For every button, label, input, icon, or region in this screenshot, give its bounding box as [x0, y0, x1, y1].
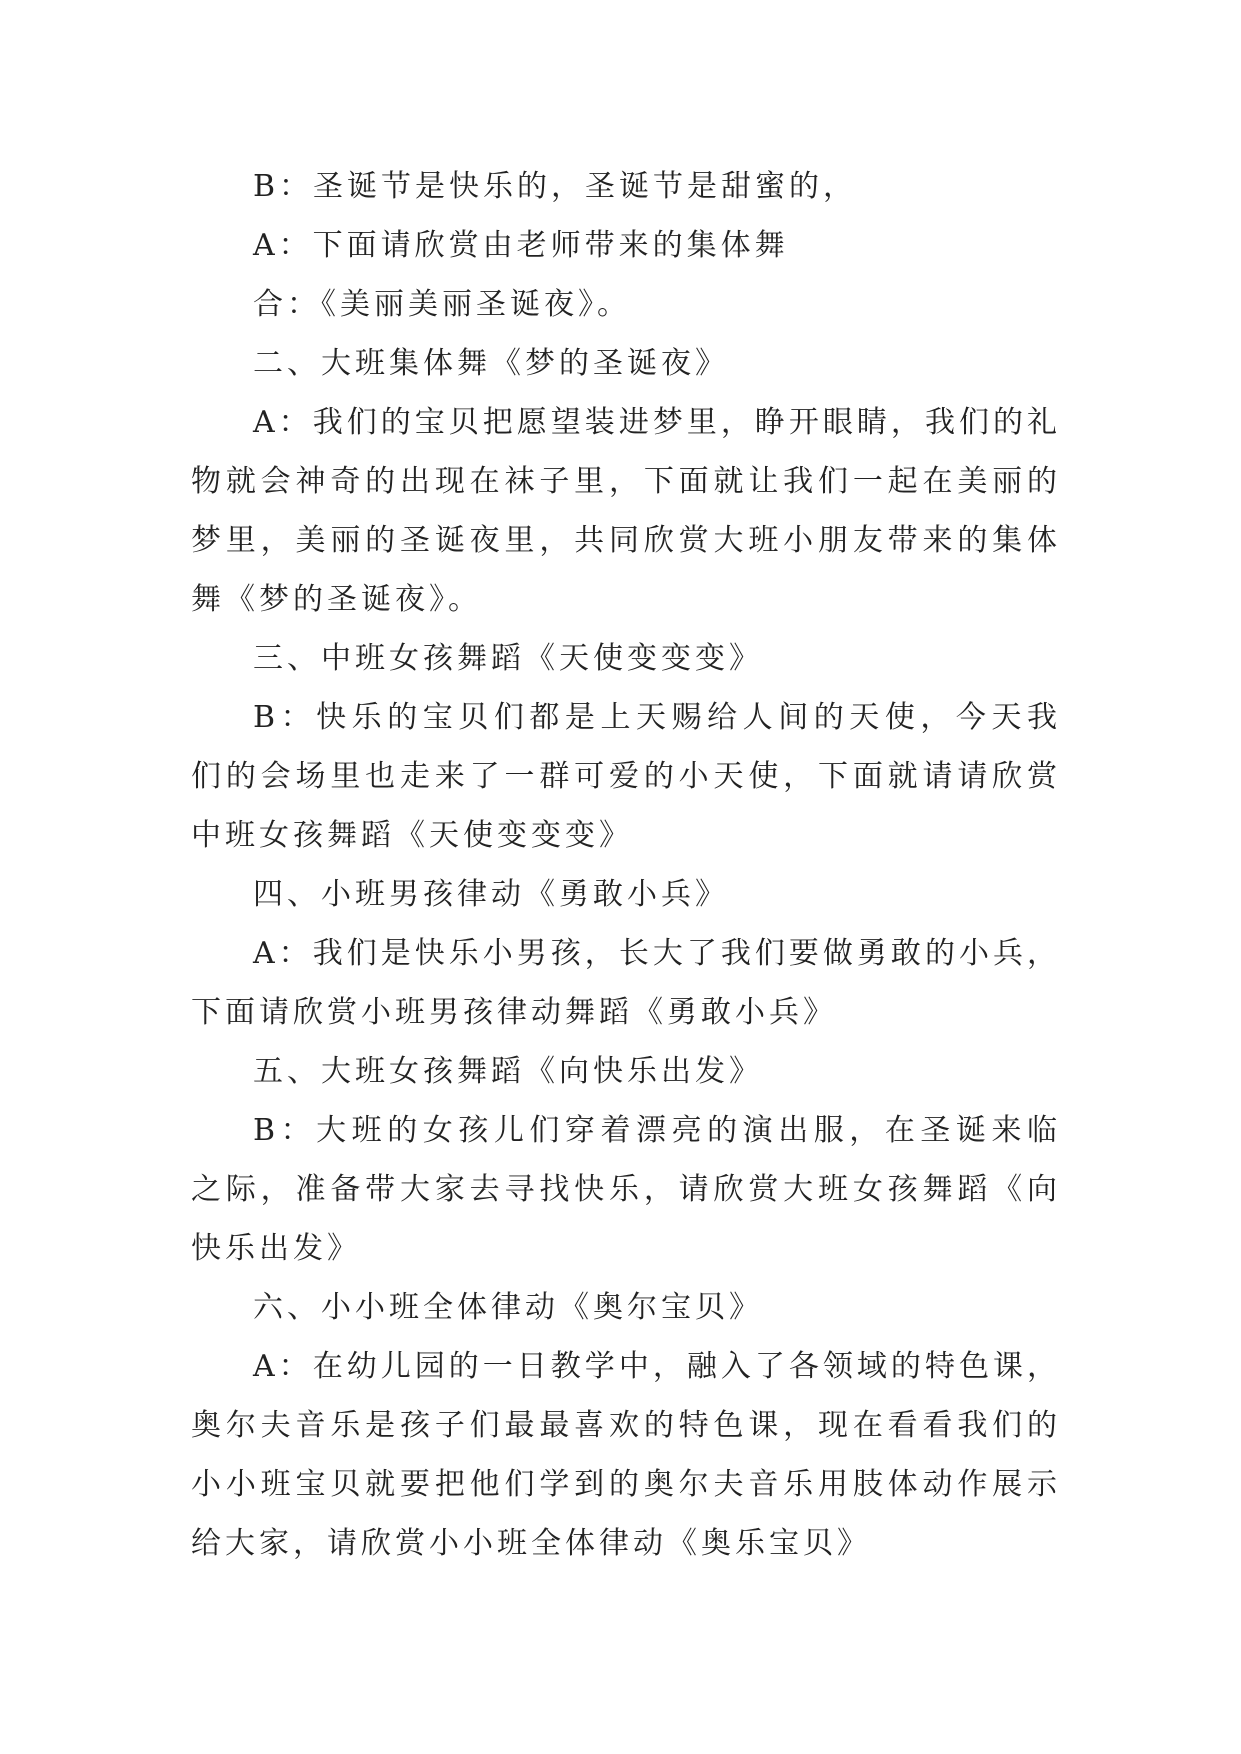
section-heading-6: 六、小小班全体律动《奥尔宝贝》: [253, 1290, 763, 1325]
paragraph-line-together: 合：《美丽美丽圣诞夜》。: [253, 287, 631, 322]
section-heading-3: 三、中班女孩舞蹈《天使变变变》: [253, 641, 763, 676]
paragraph-line-a-orff: A：在幼儿园的一日教学中，融入了各领域的特色课，奥尔夫音乐是孩子们最最喜欢的特色课，现在看看我们的小小班宝贝就要把他们学到的奥尔夫音乐用肢体动作展示给大家，请欣赏小小班全体律动《奥乐宝贝》: [191, 1349, 1061, 1561]
paragraph-line-b-angels: B：快乐的宝贝们都是上天赐给人间的天使，今天我们的会场里也走来了一群可爱的小天使，下面就请请欣赏中班女孩舞蹈《天使变变变》: [191, 700, 1061, 853]
paragraph-line-a-soldier: A：我们是快乐小男孩，长大了我们要做勇敢的小兵，下面请欣赏小班男孩律动舞蹈《勇敢小兵》: [191, 936, 1061, 1030]
section-heading-4: 四、小班男孩律动《勇敢小兵》: [253, 877, 729, 912]
section-heading-5: 五、大班女孩舞蹈《向快乐出发》: [253, 1054, 763, 1089]
section-heading-2: 二、大班集体舞《梦的圣诞夜》: [253, 346, 729, 381]
document-body: [191, 157, 1061, 1573]
paragraph-line-a-dream: A：我们的宝贝把愿望装进梦里，睁开眼睛，我们的礼物就会神奇的出现在袜子里，下面就让我们一起在美丽的梦里，美丽的圣诞夜里，共同欣赏大班小朋友带来的集体舞《梦的圣诞夜》。: [191, 405, 1061, 617]
paragraph-line-b-happiness: B：大班的女孩儿们穿着漂亮的演出服，在圣诞来临之际，准备带大家去寻找快乐，请欣赏大班女孩舞蹈《向快乐出发》: [191, 1113, 1061, 1266]
paragraph-line-a-teacher-dance: A：下面请欣赏由老师带来的集体舞: [253, 228, 789, 263]
paragraph-line-b-christmas: B：圣诞节是快乐的，圣诞节是甜蜜的，: [253, 169, 858, 204]
